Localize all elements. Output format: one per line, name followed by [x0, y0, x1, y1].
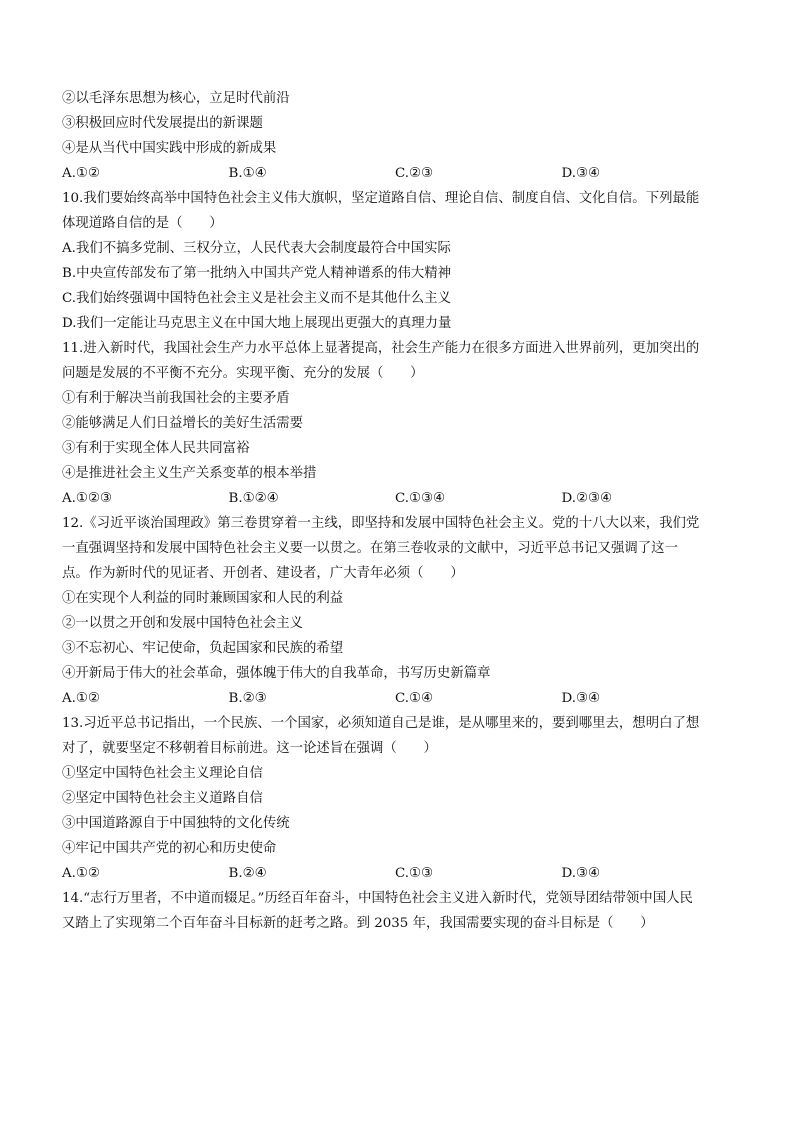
- statement-2: ②一以贯之开创和发展中国特色社会主义: [62, 616, 304, 631]
- statement-3: ③有利于实现全体人民共同富裕: [62, 441, 250, 456]
- question-14: [62, 886, 728, 936]
- question-9-continuation: [62, 86, 728, 186]
- question-stem-line: 13.习近平总书记指出，一个民族、一个国家，必须知道自己是谁，是从哪里来的，要到哪里去，想明白了想: [62, 716, 700, 731]
- option-a: A.①②: [62, 166, 100, 181]
- question-13: [62, 711, 728, 886]
- option-a: A.①②③: [62, 491, 112, 506]
- question-stem-line: 12.《习近平谈治国理政》第三卷贯穿着一主线，即坚持和发展中国特色社会主义。党的十八大以来，我们党: [62, 516, 700, 531]
- statement-3: ③积极回应时代发展提出的新课题: [62, 116, 263, 131]
- statement-1: ①有利于解决当前我国社会的主要矛盾: [62, 391, 290, 406]
- statement-1: ①坚定中国特色社会主义理论自信: [62, 766, 263, 781]
- question-stem-line: 一直强调坚持和发展中国特色社会主义要一以贯之。在第三卷收录的文献中，习近平总书记又强调了这一: [62, 541, 678, 556]
- statement-4: ④是推进社会主义生产关系变革的根本举措: [62, 466, 317, 481]
- statement-2: ②能够满足人们日益增长的美好生活需要: [62, 416, 304, 431]
- option-b: B.①④: [228, 166, 267, 181]
- statement-1: ①在实现个人利益的同时兼顾国家和人民的利益: [62, 591, 344, 606]
- question-10: [62, 186, 728, 336]
- question-stem-line: 点。作为新时代的见证者、开创者、建设者，广大青年必须（ ）: [62, 566, 464, 581]
- choice-a: A.我们不搞多党制、三权分立，人民代表大会制度最符合中国实际: [62, 241, 451, 256]
- statement-4: ④开新局于伟大的社会革命，强体魄于伟大的自我革命，书写历史新篇章: [62, 666, 491, 681]
- answer-options: [62, 861, 728, 886]
- answer-options: [62, 686, 728, 711]
- answer-options: [62, 486, 728, 511]
- statement-3: ③中国道路源自于中国独特的文化传统: [62, 816, 290, 831]
- choice-c: C.我们始终强调中国特色社会主义是社会主义而不是其他什么主义: [62, 291, 451, 306]
- choice-b: B.中央宣传部发布了第一批纳入中国共产党人精神谱系的伟大精神: [62, 266, 452, 281]
- question-stem-line: 对了，就要坚定不移朝着目标前进。这一论述旨在强调（ ）: [62, 741, 437, 756]
- question-stem-line: 11.进入新时代，我国社会生产力水平总体上显著提高，社会生产能力在很多方面进入世界前列，更加突出的: [62, 341, 700, 356]
- question-stem-line: 体现道路自信的是（ ）: [62, 216, 223, 231]
- option-a: A.①②: [62, 691, 100, 706]
- option-c: C.②③: [395, 166, 434, 181]
- option-d: D.②③④: [561, 491, 613, 506]
- option-d: D.③④: [561, 866, 601, 881]
- option-c: C.①③: [395, 866, 434, 881]
- option-b: B.②③: [228, 691, 267, 706]
- choice-d: D.我们一定能让马克思主义在中国大地上展现出更强大的真理力量: [62, 316, 452, 331]
- statement-4: ④牢记中国共产党的初心和历史使命: [62, 841, 277, 856]
- question-stem-line: 10.我们要始终高举中国特色社会主义伟大旗帜，坚定道路自信、理论自信、制度自信、文化自信。下列最能: [62, 191, 700, 206]
- statement-4: ④是从当代中国实践中形成的新成果: [62, 141, 277, 156]
- answer-options: [62, 161, 728, 186]
- option-a: A.①②: [62, 866, 100, 881]
- statement-2: ②以毛泽东思想为核心，立足时代前沿: [62, 91, 290, 106]
- option-d: D.③④: [561, 166, 601, 181]
- statement-3: ③不忘初心、牢记使命，负起国家和民族的希望: [62, 641, 344, 656]
- option-d: D.③④: [561, 691, 601, 706]
- option-b: B.②④: [228, 866, 267, 881]
- option-b: B.①②④: [228, 491, 279, 506]
- question-stem-line: 又踏上了实现第二个百年奋斗目标新的赶考之路。到 2035 年，我国需要实现的奋斗目标是（ ）: [62, 916, 654, 931]
- question-12: [62, 511, 728, 711]
- option-c: C.①④: [395, 691, 434, 706]
- option-c: C.①③④: [395, 491, 446, 506]
- exam-page: [62, 86, 728, 936]
- question-stem-line: 问题是发展的不平衡不充分。实现平衡、充分的发展（ ）: [62, 366, 424, 381]
- question-11: [62, 336, 728, 511]
- statement-2: ②坚定中国特色社会主义道路自信: [62, 791, 263, 806]
- question-stem-line: 14.“志行万里者，不中道而辍足。”历经百年奋斗，中国特色社会主义进入新时代，党领导团结带领中国人民: [62, 891, 693, 906]
